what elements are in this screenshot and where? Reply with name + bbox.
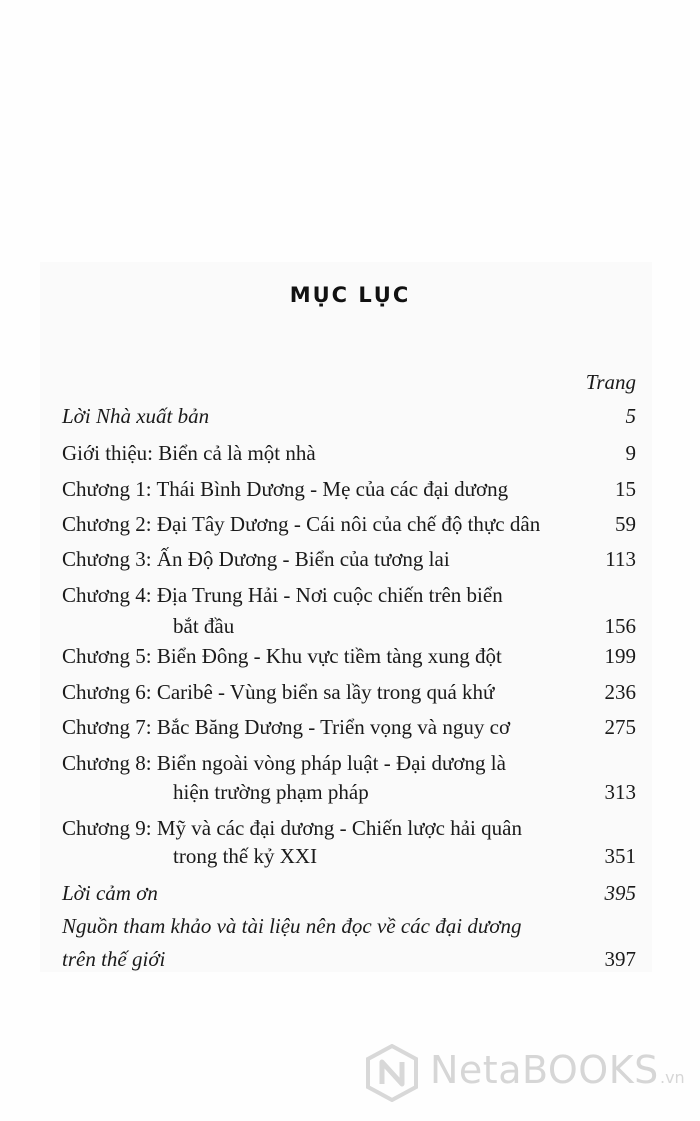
toc-entry-label: Chương 6: Caribê - Vùng biển sa lầy trong quá khứ	[62, 680, 495, 704]
watermark	[360, 1040, 690, 1110]
watermark-brand: NetaBOOKS	[430, 1048, 659, 1092]
toc-entry-label: Chương 9: Mỹ và các đại dương - Chiến lược hải quân	[62, 816, 522, 840]
toc-entry-page: 9	[625, 441, 636, 465]
netabooks-logo-icon	[366, 1044, 418, 1102]
toc-entry-page: 351	[604, 844, 636, 868]
toc-entry-label: Nguồn tham khảo và tài liệu nên đọc về các đại dương	[62, 914, 522, 938]
toc-entry-page: 113	[605, 547, 636, 571]
toc-entry-page: 275	[604, 715, 636, 739]
toc-entry-page: 236	[604, 680, 636, 704]
toc-entry-page: 199	[604, 644, 636, 668]
toc-entry-references	[62, 910, 636, 976]
toc-entry-chapter-9	[62, 812, 636, 878]
toc-entry-label: Lời cảm ơn	[62, 881, 158, 905]
toc-entry-chapter-4	[62, 579, 636, 645]
toc-entry-chapter-8	[62, 747, 636, 813]
toc-entry-page: 59	[615, 512, 636, 536]
toc-entry-label-continued: hiện trường phạm pháp	[173, 780, 369, 804]
toc-entry-label: Chương 4: Địa Trung Hải - Nơi cuộc chiến trên biển	[62, 583, 503, 607]
toc-entry-page: 5	[625, 404, 636, 428]
toc-entry-label-continued: bắt đầu	[173, 614, 235, 638]
toc-entry-page: 156	[604, 614, 636, 638]
page-column-header: Trang	[585, 370, 636, 394]
toc-entry-label-continued: trong thế kỷ XXI	[173, 844, 318, 868]
toc-entry-label: Chương 3: Ấn Độ Dương - Biển của tương lai	[62, 547, 450, 571]
toc-entry-label: Chương 7: Bắc Băng Dương - Triển vọng và nguy cơ	[62, 715, 511, 739]
toc-entry-label: Chương 8: Biển ngoài vòng pháp luật - Đại dương là	[62, 751, 506, 775]
page-title: MỤC LỤC	[289, 283, 411, 307]
toc-entry-page: 397	[604, 947, 636, 971]
toc-entry-label: Chương 2: Đại Tây Dương - Cái nôi của chế độ thực dân	[62, 512, 541, 536]
toc-entry-label-continued: trên thế giới	[62, 947, 166, 971]
toc-entry-label: Giới thiệu: Biển cả là một nhà	[62, 441, 316, 465]
toc-entry-label: Chương 1: Thái Bình Dương - Mẹ của các đại dương	[62, 477, 509, 501]
toc-entry-label: Lời Nhà xuất bản	[62, 404, 210, 428]
toc-entry-page: 395	[604, 881, 636, 905]
toc-entry-page: 15	[615, 477, 636, 501]
toc-entry-page: 313	[604, 780, 636, 804]
watermark-tld: .vn	[660, 1068, 685, 1087]
toc-entry-label: Chương 5: Biển Đông - Khu vực tiềm tàng xung đột	[62, 644, 502, 668]
